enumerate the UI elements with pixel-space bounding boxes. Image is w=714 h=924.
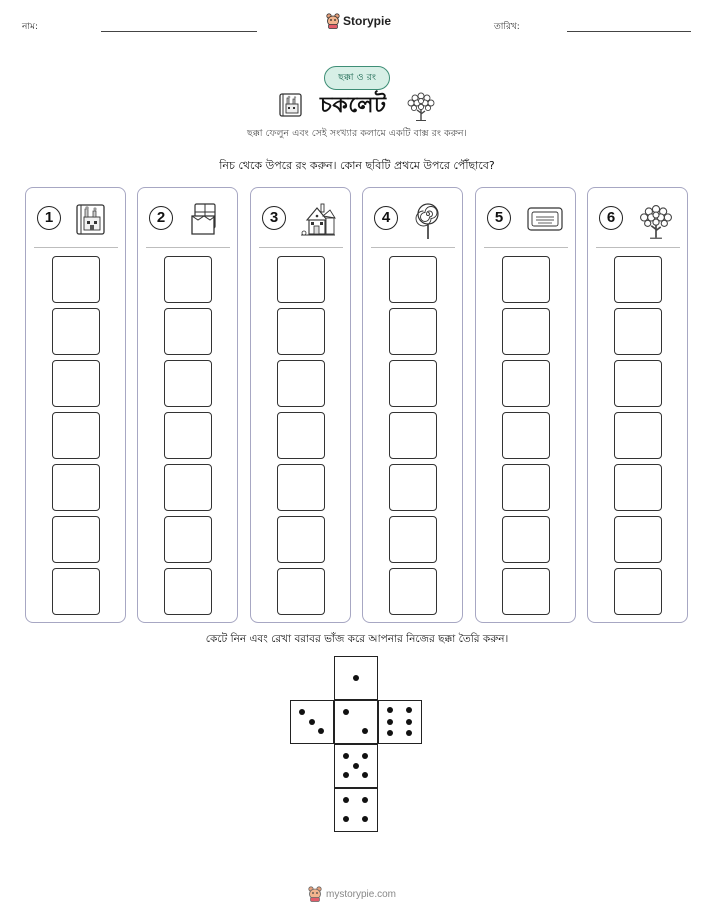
die-pip — [299, 709, 305, 715]
color-box[interactable] — [164, 308, 212, 355]
worksheet-subtitle: ছক্কা ফেলুন এবং সেই সংখ্যার কলামে একটি বাক্স রং করুন। — [247, 128, 467, 139]
die-face-5 — [334, 744, 378, 788]
color-box[interactable] — [52, 568, 100, 615]
color-box[interactable] — [277, 464, 325, 511]
color-box[interactable] — [614, 412, 662, 459]
column-header — [34, 200, 118, 248]
color-box[interactable] — [502, 516, 550, 563]
chocolate-bar-icon — [186, 202, 220, 236]
storypie-mascot-icon — [326, 13, 340, 29]
race-column-4 — [362, 187, 463, 623]
chocolate-factory-book-icon — [278, 92, 304, 118]
column-number: 4 — [374, 206, 398, 230]
color-box[interactable] — [614, 308, 662, 355]
color-box[interactable] — [164, 464, 212, 511]
die-pip — [318, 728, 324, 734]
name-label: নাম: — [22, 22, 39, 32]
race-column-3 — [250, 187, 351, 623]
die-pip — [343, 753, 349, 759]
die-pip — [362, 816, 368, 822]
worksheet-header — [0, 0, 714, 40]
column-number: 6 — [599, 206, 623, 230]
column-header — [259, 200, 343, 248]
color-box[interactable] — [52, 464, 100, 511]
candy-tree-icon — [405, 90, 437, 122]
date-label: তারিখ: — [494, 22, 520, 32]
die-pip — [387, 719, 393, 725]
column-number: 1 — [37, 206, 61, 230]
column-header — [484, 200, 568, 248]
die-pip — [353, 675, 359, 681]
footer-site: mystorypie.com — [326, 888, 397, 900]
brand-logo — [326, 13, 391, 29]
die-pip — [362, 753, 368, 759]
worksheet-instruction: নিচ থেকে উপরে রং করুন। কোন ছবিটি প্রথমে উপরে পৌঁছাবে? — [219, 159, 495, 172]
die-pip — [406, 719, 412, 725]
die-pip — [387, 730, 393, 736]
color-box[interactable] — [389, 308, 437, 355]
cut-instruction: কেটে নিন এবং রেখা বরাবর ভাঁজ করে আপনার নিজের ছক্কা তৈরি করুন। — [205, 633, 509, 645]
column-number: 3 — [262, 206, 286, 230]
column-number: 5 — [487, 206, 511, 230]
activity-tag: ছক্কা ও রং — [324, 66, 390, 90]
footer — [308, 886, 396, 902]
die-pip — [406, 730, 412, 736]
race-column-2 — [137, 187, 238, 623]
die-pip — [362, 728, 368, 734]
color-box[interactable] — [52, 516, 100, 563]
die-face-6 — [378, 700, 422, 744]
die-face-3 — [290, 700, 334, 744]
color-box[interactable] — [614, 360, 662, 407]
color-box[interactable] — [389, 464, 437, 511]
column-header — [146, 200, 230, 248]
color-box[interactable] — [164, 568, 212, 615]
die-pip — [343, 816, 349, 822]
color-box[interactable] — [502, 568, 550, 615]
color-box[interactable] — [277, 516, 325, 563]
candy-house-icon — [299, 202, 337, 240]
color-box[interactable] — [164, 516, 212, 563]
die-face-1 — [334, 656, 378, 700]
die-pip — [343, 709, 349, 715]
color-box[interactable] — [614, 516, 662, 563]
column-number: 2 — [149, 206, 173, 230]
color-box[interactable] — [277, 568, 325, 615]
color-box[interactable] — [52, 412, 100, 459]
column-header — [371, 200, 455, 248]
race-column-6 — [587, 187, 688, 623]
die-pip — [362, 797, 368, 803]
chocolate-factory-book-icon — [74, 202, 108, 236]
color-box[interactable] — [277, 256, 325, 303]
die-pip — [343, 797, 349, 803]
color-box[interactable] — [389, 360, 437, 407]
color-box[interactable] — [52, 360, 100, 407]
color-box[interactable] — [389, 568, 437, 615]
column-header — [596, 200, 680, 248]
color-box[interactable] — [502, 464, 550, 511]
die-face-4 — [334, 788, 378, 832]
die-pip — [362, 772, 368, 778]
color-box[interactable] — [614, 256, 662, 303]
color-box[interactable] — [502, 308, 550, 355]
die-pip — [353, 763, 359, 769]
color-box[interactable] — [277, 360, 325, 407]
race-column-5 — [475, 187, 576, 623]
color-box[interactable] — [164, 412, 212, 459]
die-pip — [406, 707, 412, 713]
date-line — [567, 31, 691, 32]
golden-ticket-icon — [524, 202, 564, 236]
die-pip — [387, 707, 393, 713]
color-box[interactable] — [502, 360, 550, 407]
color-box[interactable] — [389, 256, 437, 303]
color-box[interactable] — [614, 464, 662, 511]
brand-name: Storypie — [343, 14, 392, 28]
color-box[interactable] — [277, 412, 325, 459]
color-box[interactable] — [164, 256, 212, 303]
worksheet-title: চকলেট — [320, 93, 387, 118]
storypie-mascot-icon — [308, 886, 322, 902]
die-pip — [343, 772, 349, 778]
color-box[interactable] — [389, 516, 437, 563]
race-column-1 — [25, 187, 126, 623]
color-box[interactable] — [389, 412, 437, 459]
color-box[interactable] — [614, 568, 662, 615]
color-box[interactable] — [502, 256, 550, 303]
candy-tree-icon — [636, 202, 676, 240]
lollipop-icon — [411, 202, 445, 240]
color-box[interactable] — [277, 308, 325, 355]
die-face-2 — [334, 700, 378, 744]
name-line — [101, 31, 257, 32]
color-box[interactable] — [502, 412, 550, 459]
color-box[interactable] — [52, 256, 100, 303]
die-pip — [309, 719, 315, 725]
color-box[interactable] — [52, 308, 100, 355]
color-box[interactable] — [164, 360, 212, 407]
